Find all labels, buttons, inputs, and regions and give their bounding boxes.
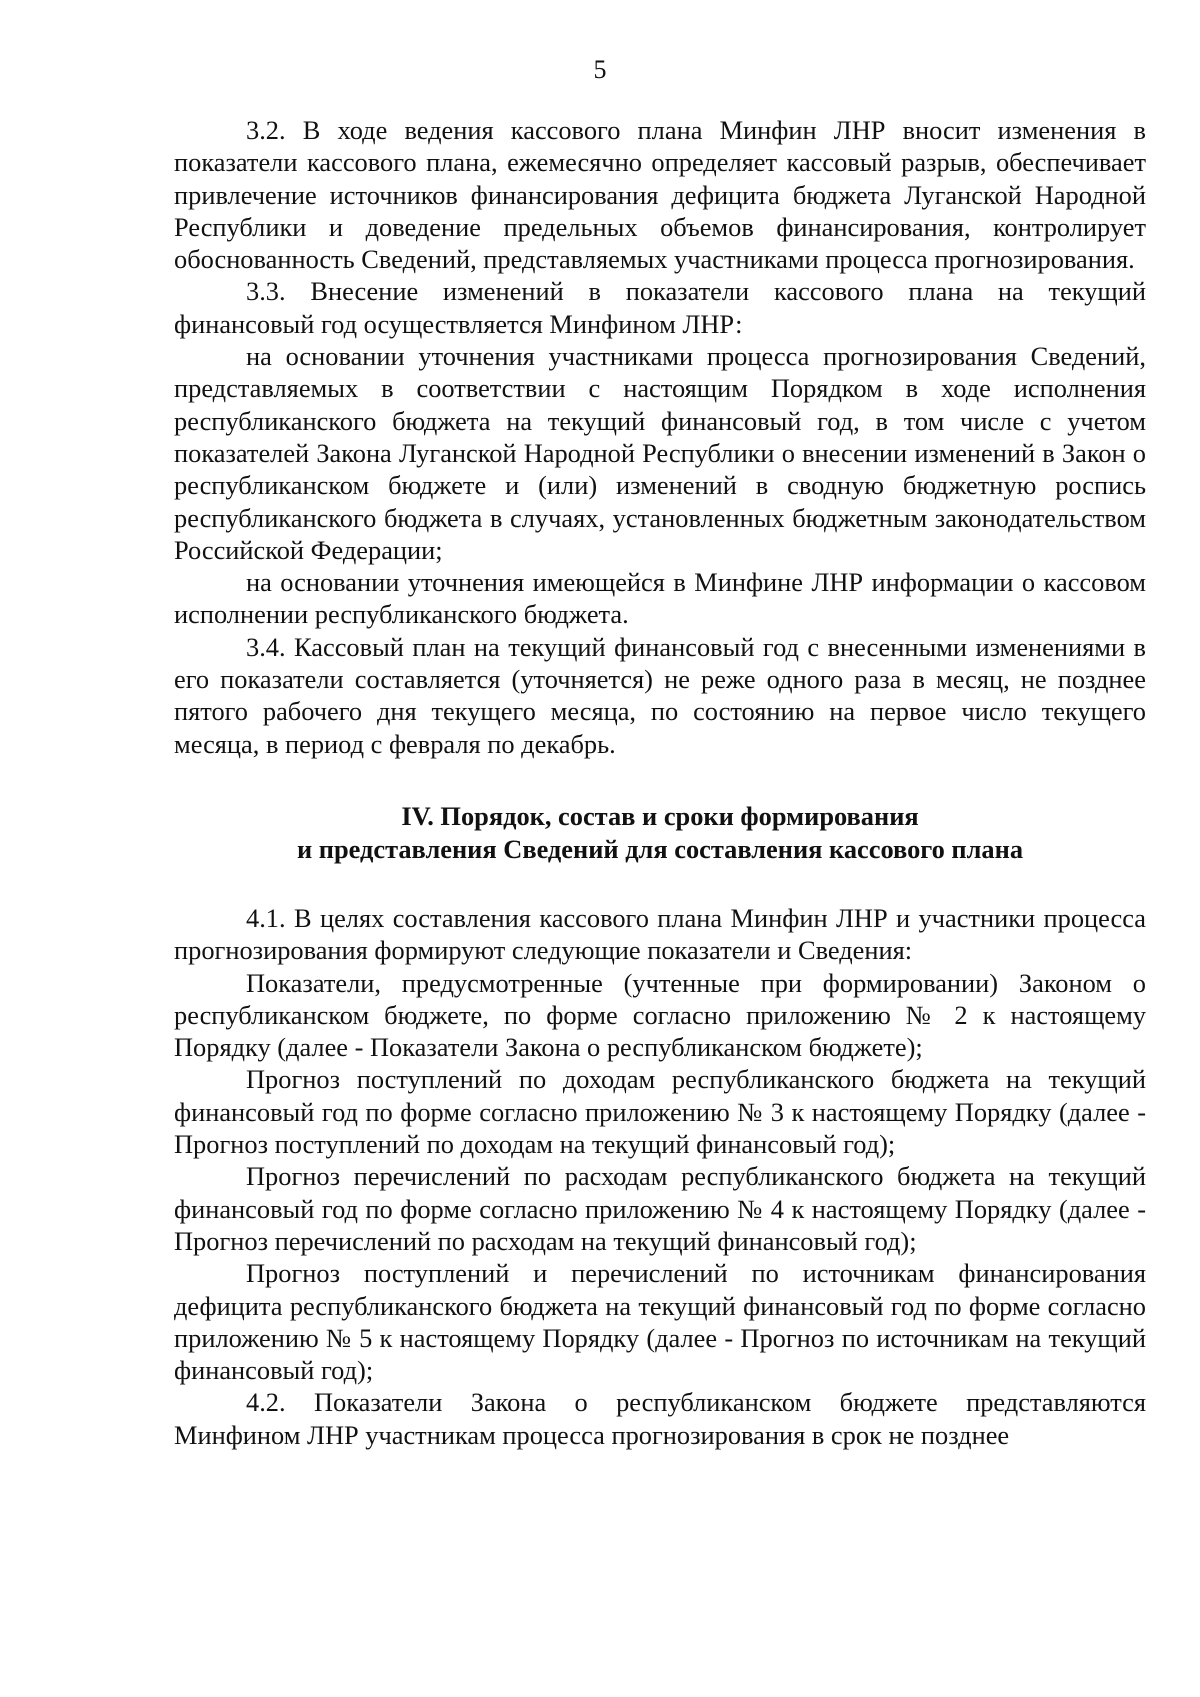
paragraph-4-1-item-4: Прогноз поступлений и перечислений по источникам финансирования дефицита республиканского бюджета на текущий финансовый год по форме согласно приложению № 5 к настоящему Порядку (далее - Прогноз по источникам на текущий финансовый год); [174, 1258, 1146, 1386]
page-number: 5 [593, 55, 607, 84]
section-heading [174, 800, 1146, 866]
section-heading-line-1: IV. Порядок, состав и сроки формирования [401, 800, 919, 831]
paragraph-4-1-item-1: Показатели, предусмотренные (учтенные при формировании) Законом о республиканском бюджете, по форме согласно приложению № 2 к настоящему Порядку (далее - Показатели Закона о республиканском бюджете); [174, 967, 1146, 1063]
paragraph-4-1: 4.1. В целях составления кассового плана Минфин ЛНР и участники процесса прогнозирования формируют следующие показатели и Сведения: [174, 902, 1146, 966]
paragraph-3-3-item-1: на основании уточнения участниками процесса прогнозирования Сведений, представляемых в соответствии с настоящим Порядком в ходе исполнения республиканского бюджета на текущий финансовый год, в том числе с учетом показателей Закона Луганской Народной Республики о внесении изменений в Закон о республиканском бюджете и (или) изменений в сводную бюджетную роспись республиканского бюджета в случаях, установленных бюджетным законодательством Российской Федерации; [174, 341, 1146, 565]
paragraph-3-3: 3.3. Внесение изменений в показатели кассового плана на текущий финансовый год осуществляется Минфином ЛНР: [174, 276, 1146, 339]
paragraph-3-3-item-2: на основании уточнения имеющейся в Минфине ЛНР информации о кассовом исполнении республиканского бюджета. [174, 567, 1146, 630]
section-heading-line-2: и представления Сведений для составления кассового плана [296, 833, 1024, 864]
document-body [174, 114, 1146, 1451]
paragraph-4-1-item-3: Прогноз перечислений по расходам республиканского бюджета на текущий финансовый год по форме согласно приложению № 4 к настоящему Порядку (далее - Прогноз перечислений по расходам на текущий финансовый год); [174, 1161, 1146, 1256]
paragraph-3-2: 3.2. В ходе ведения кассового плана Минфин ЛНР вносит изменения в показатели кассового плана, ежемесячно определяет кассовый разрыв, обеспечивает привлечение источников финансирования дефицита бюджета Луганской Народной Республики и доведение предельных объемов финансирования, контролирует обоснованность Сведений, представляемых участниками процесса прогнозирования. [174, 115, 1146, 275]
paragraph-4-1-item-2: Прогноз поступлений по доходам республиканского бюджета на текущий финансовый год по форме согласно приложению № 3 к настоящему Порядку (далее - Прогноз поступлений по доходам на текущий финансовый год); [174, 1064, 1146, 1160]
paragraph-3-4: 3.4. Кассовый план на текущий финансовый год с внесенными изменениями в его показатели составляется (уточняется) не реже одного раза в месяц, не позднее пятого рабочего дня текущего месяца, по состоянию на первое число текущего месяца, в период с февраля по декабрь. [174, 631, 1146, 759]
paragraph-4-2: 4.2. Показатели Закона о республиканском бюджете представляются Минфином ЛНР участникам процесса прогнозирования в срок не позднее [174, 1387, 1146, 1450]
